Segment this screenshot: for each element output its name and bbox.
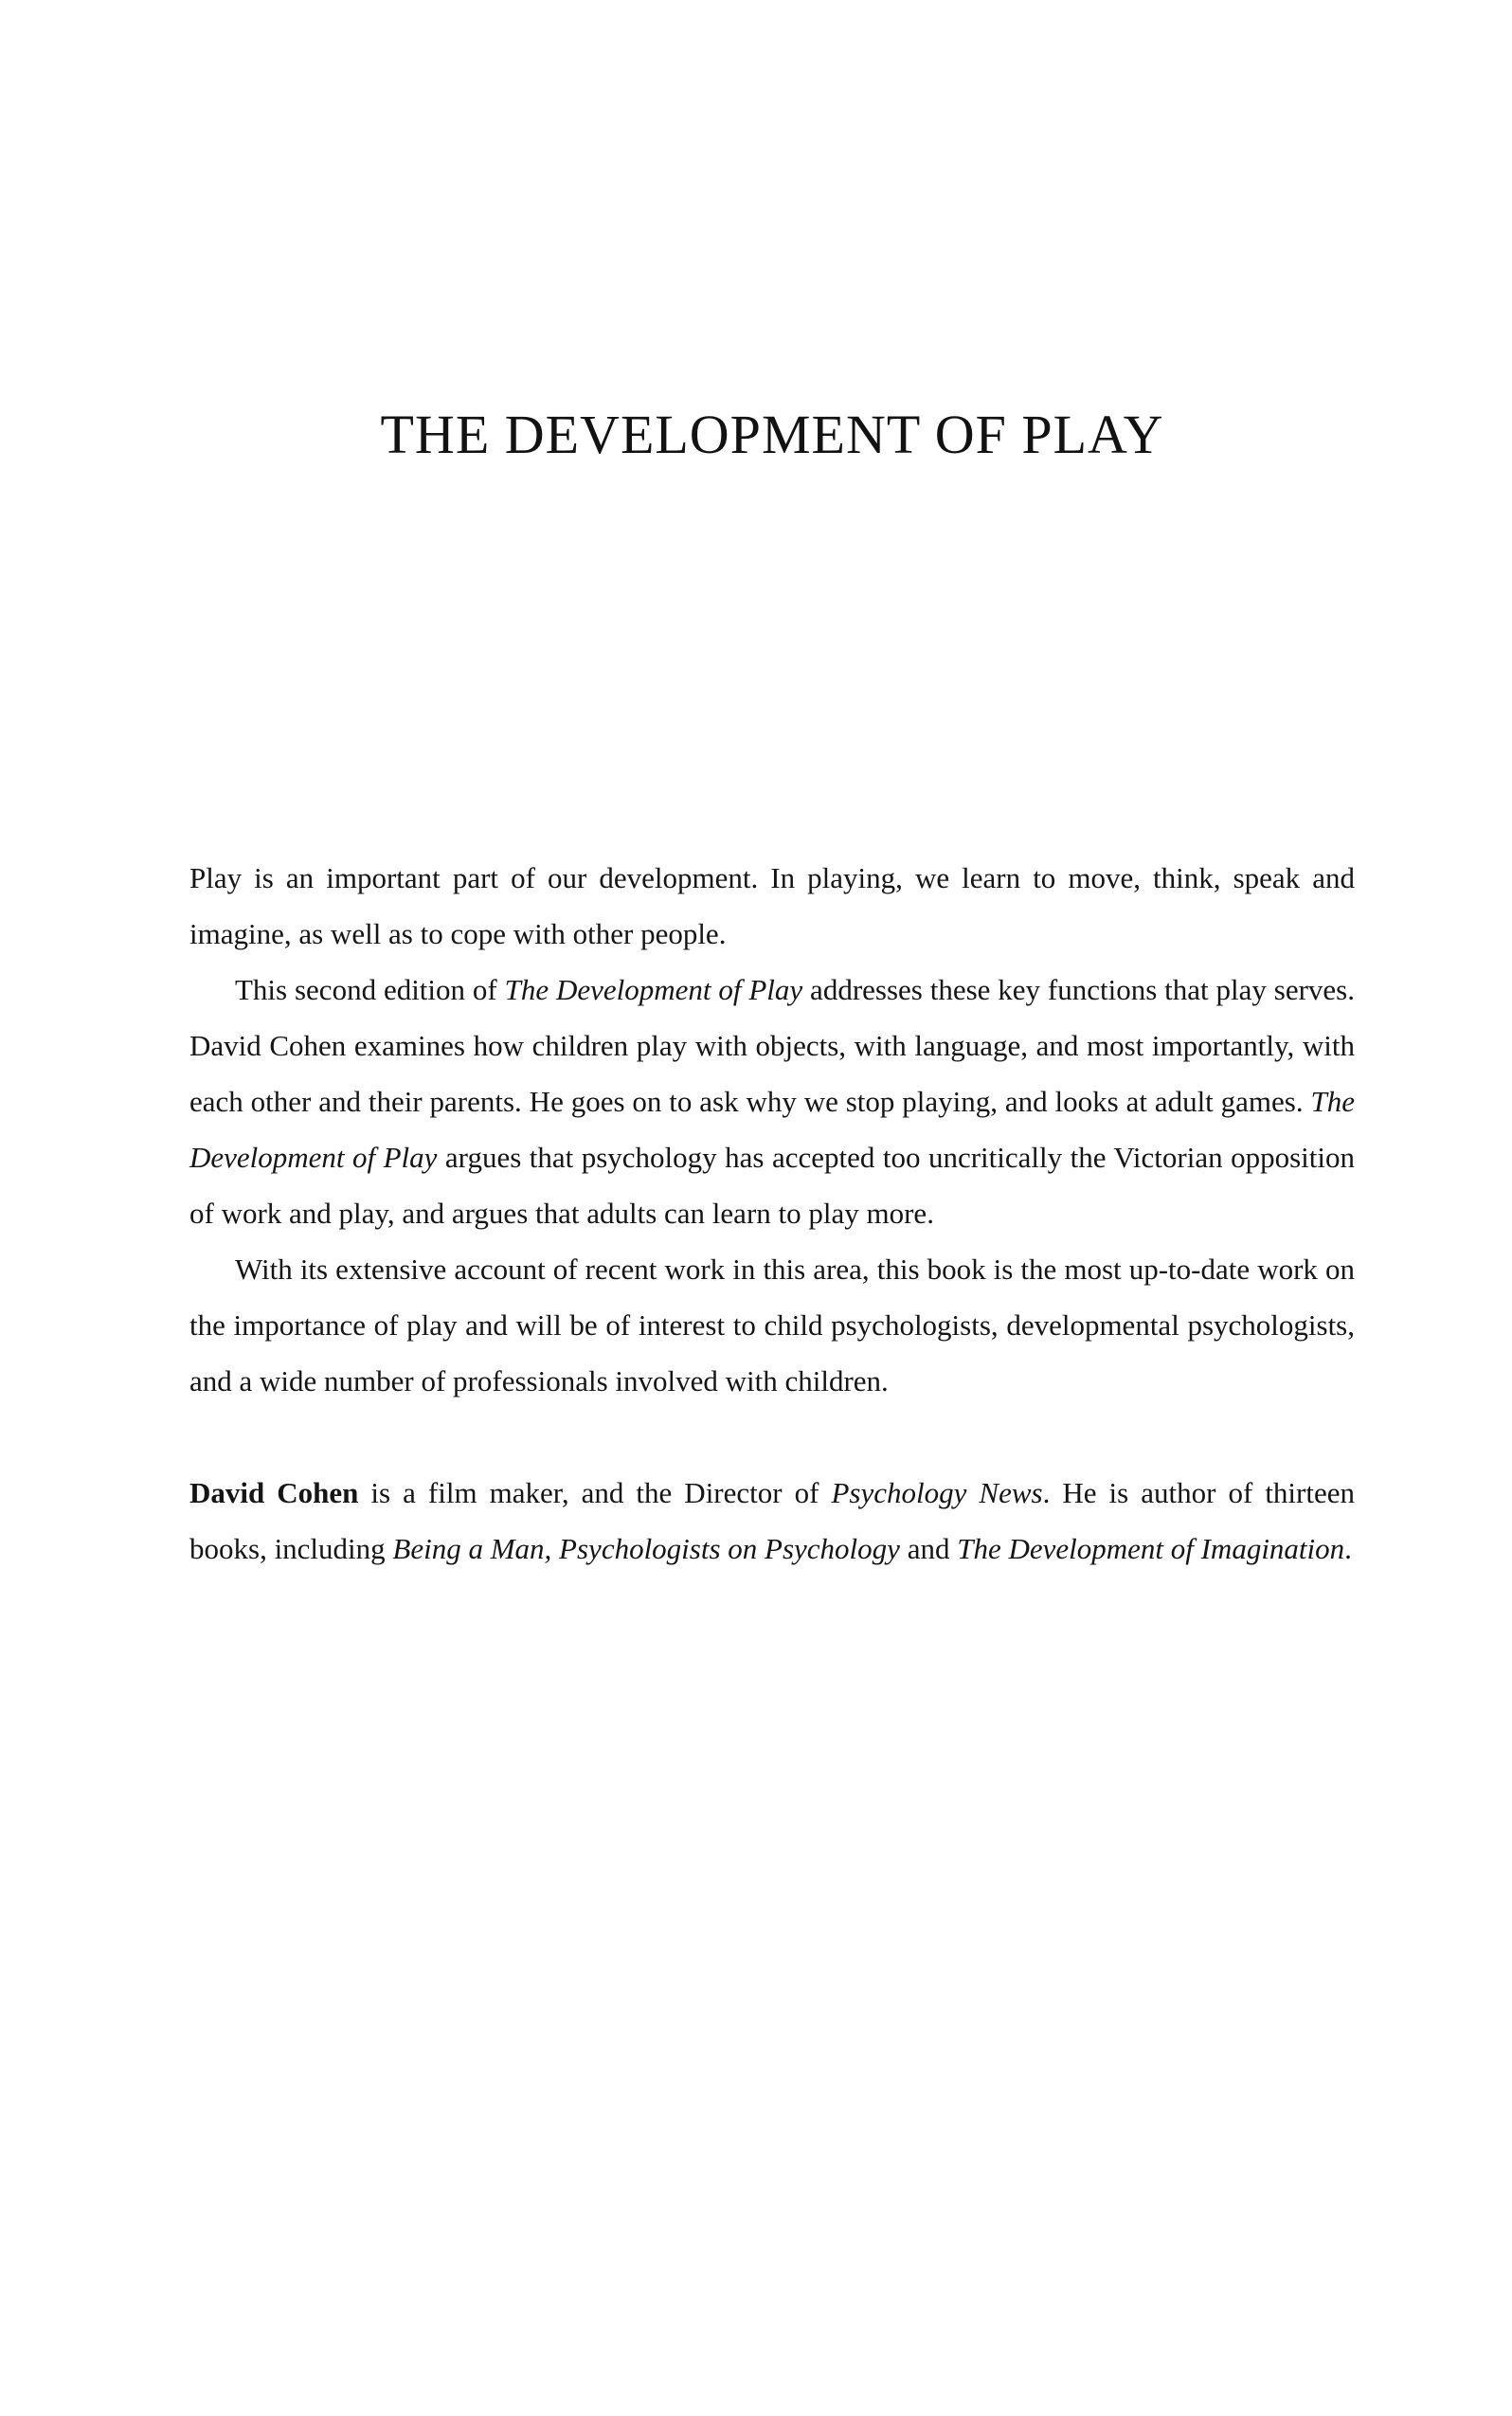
italic-text-run: Being a Man, Psychologists on Psychology: [392, 1532, 900, 1565]
text-run: Play is an important part of our development. In playing, we learn to move, think, speak and imagine, as well as to cope with other people.: [189, 861, 1355, 950]
text-run: .: [1344, 1532, 1352, 1565]
bold-text-run: David Cohen: [189, 1476, 359, 1509]
text-run: is a film maker, and the Director of: [358, 1476, 832, 1509]
text-column: [189, 0, 1355, 1577]
italic-text-run: Psychology News: [831, 1476, 1043, 1509]
text-run: This second edition of: [235, 973, 505, 1006]
text-run: and: [899, 1532, 958, 1565]
text-run: argues that psychology has accepted too uncritically the Victorian opposition of work and play, and argues that adults can learn to play more.: [189, 1141, 1355, 1230]
book-title: THE DEVELOPMENT OF PLAY: [380, 404, 1164, 465]
italic-text-run: The Development of Imagination: [957, 1532, 1345, 1565]
italic-text-run: The Development of Play: [189, 1085, 1355, 1174]
text-run: . He is author of thirteen books, including: [189, 1476, 1355, 1565]
second-edition-paragraph: [189, 962, 1355, 1241]
audience-paragraph: [189, 1241, 1355, 1409]
italic-text-run: The Development of Play: [504, 973, 803, 1006]
intro-paragraph: [189, 850, 1355, 962]
author-bio-paragraph: [189, 1465, 1355, 1577]
page-body: [189, 850, 1355, 1577]
text-run: With its extensive account of recent work in this area, this book is the most up-to-date work on the importance of play and will be of interest to child psychologists, developmental psychologists, and a wide number of professionals involved with children.: [189, 1253, 1355, 1397]
text-run: addresses these key functions that play serves. David Cohen examines how children play with objects, with language, and most importantly, with each other and their parents. He goes on to ask why we stop playing, and looks at adult games.: [189, 973, 1355, 1118]
